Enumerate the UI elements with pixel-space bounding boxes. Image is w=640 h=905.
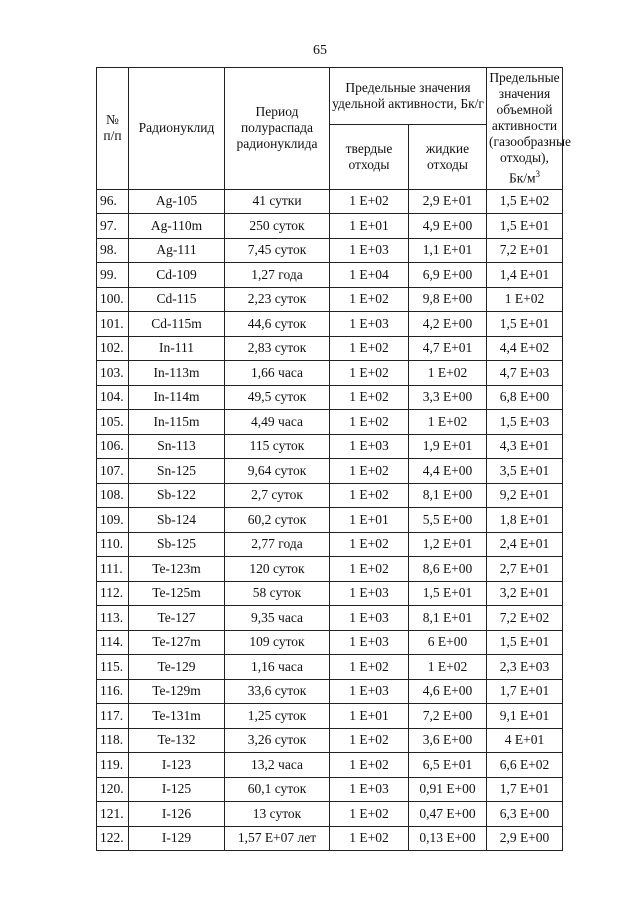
cell-nuclide: Ag-105 [129, 189, 225, 214]
cell-solid: 1 E+02 [330, 532, 409, 557]
table-row [97, 189, 563, 214]
cell-nuclide: In-115m [129, 410, 225, 435]
cell-nuclide: I-129 [129, 826, 225, 851]
cell-num: 110. [97, 532, 129, 557]
cell-solid: 1 E+02 [330, 189, 409, 214]
cell-liquid: 4,4 E+00 [409, 459, 487, 484]
table-row [97, 434, 563, 459]
page-number: 65 [313, 43, 327, 58]
cell-liquid: 4,7 E+01 [409, 336, 487, 361]
cell-half-life: 2,83 суток [225, 336, 330, 361]
cell-gas: 1,5 E+01 [487, 630, 563, 655]
cell-nuclide: In-113m [129, 361, 225, 386]
cell-nuclide: Sb-122 [129, 483, 225, 508]
cell-num: 98. [97, 238, 129, 263]
cell-gas: 1,7 E+01 [487, 777, 563, 802]
cell-half-life: 9,64 суток [225, 459, 330, 484]
table-body [97, 189, 563, 851]
cell-num: 115. [97, 655, 129, 680]
cell-solid: 1 E+02 [330, 753, 409, 778]
cell-half-life: 1,25 суток [225, 704, 330, 729]
cell-gas: 2,3 E+03 [487, 655, 563, 680]
cell-num: 100. [97, 287, 129, 312]
cell-liquid: 9,8 E+00 [409, 287, 487, 312]
cell-solid: 1 E+03 [330, 581, 409, 606]
cell-nuclide: I-126 [129, 802, 225, 827]
cell-liquid: 1,9 E+01 [409, 434, 487, 459]
table-row [97, 459, 563, 484]
cell-num: 96. [97, 189, 129, 214]
cell-gas: 4,4 E+02 [487, 336, 563, 361]
cell-half-life: 115 суток [225, 434, 330, 459]
cell-half-life: 2,77 года [225, 532, 330, 557]
table-row [97, 214, 563, 239]
cell-num: 118. [97, 728, 129, 753]
header-solid: твердые отходы [330, 125, 409, 189]
cell-solid: 1 E+02 [330, 385, 409, 410]
cell-half-life: 60,2 суток [225, 508, 330, 533]
cell-gas: 4,7 E+03 [487, 361, 563, 386]
cell-half-life: 44,6 суток [225, 312, 330, 337]
cell-gas: 2,9 E+00 [487, 826, 563, 851]
cell-half-life: 7,45 суток [225, 238, 330, 263]
cell-solid: 1 E+02 [330, 655, 409, 680]
cell-gas: 1,8 E+01 [487, 508, 563, 533]
cell-half-life: 2,23 суток [225, 287, 330, 312]
table-row [97, 410, 563, 435]
cell-gas: 1,5 E+01 [487, 312, 563, 337]
cell-half-life: 1,57 E+07 лет [225, 826, 330, 851]
cell-gas: 7,2 E+01 [487, 238, 563, 263]
cell-half-life: 1,27 года [225, 263, 330, 288]
cell-num: 104. [97, 385, 129, 410]
cell-half-life: 49,5 суток [225, 385, 330, 410]
cell-num: 119. [97, 753, 129, 778]
cell-num: 112. [97, 581, 129, 606]
cell-liquid: 7,2 E+00 [409, 704, 487, 729]
cell-gas: 4,3 E+01 [487, 434, 563, 459]
cell-half-life: 1,66 часа [225, 361, 330, 386]
header-volume-activity-main: Предельные значения объемной активности (газообразные отходы), [489, 70, 572, 165]
cell-liquid: 1 E+02 [409, 361, 487, 386]
cell-liquid: 6,5 E+01 [409, 753, 487, 778]
table-row [97, 753, 563, 778]
cell-liquid: 1 E+02 [409, 655, 487, 680]
cell-liquid: 1 E+02 [409, 410, 487, 435]
table-row [97, 679, 563, 704]
cell-solid: 1 E+03 [330, 630, 409, 655]
cell-liquid: 1,1 E+01 [409, 238, 487, 263]
cell-num: 103. [97, 361, 129, 386]
cell-nuclide: In-111 [129, 336, 225, 361]
table-row [97, 655, 563, 680]
cell-liquid: 1,5 E+01 [409, 581, 487, 606]
cell-gas: 2,7 E+01 [487, 557, 563, 582]
table-row [97, 483, 563, 508]
cell-liquid: 8,6 E+00 [409, 557, 487, 582]
cell-nuclide: Cd-109 [129, 263, 225, 288]
cell-half-life: 250 суток [225, 214, 330, 239]
cell-nuclide: Sb-125 [129, 532, 225, 557]
cell-half-life: 58 суток [225, 581, 330, 606]
cell-gas: 9,2 E+01 [487, 483, 563, 508]
cell-gas: 1,7 E+01 [487, 679, 563, 704]
cell-solid: 1 E+02 [330, 459, 409, 484]
cell-num: 113. [97, 606, 129, 631]
cell-solid: 1 E+04 [330, 263, 409, 288]
cell-solid: 1 E+01 [330, 704, 409, 729]
table-row [97, 385, 563, 410]
cell-half-life: 13 суток [225, 802, 330, 827]
cell-half-life: 109 суток [225, 630, 330, 655]
table-row [97, 287, 563, 312]
table-row [97, 532, 563, 557]
cell-gas: 1,4 E+01 [487, 263, 563, 288]
cell-solid: 1 E+03 [330, 238, 409, 263]
cell-nuclide: I-123 [129, 753, 225, 778]
table-row [97, 361, 563, 386]
header-volume-activity-unit: Бк/м [508, 170, 536, 186]
table-row [97, 704, 563, 729]
cell-nuclide: Sn-125 [129, 459, 225, 484]
table-row [97, 508, 563, 533]
cell-nuclide: Ag-111 [129, 238, 225, 263]
header-half-life: Период полураспада радионуклида [225, 68, 330, 190]
cell-liquid: 8,1 E+00 [409, 483, 487, 508]
cell-num: 106. [97, 434, 129, 459]
cell-solid: 1 E+02 [330, 361, 409, 386]
cell-gas: 7,2 E+02 [487, 606, 563, 631]
cell-nuclide: In-114m [129, 385, 225, 410]
cell-half-life: 4,49 часа [225, 410, 330, 435]
cell-num: 105. [97, 410, 129, 435]
cell-num: 102. [97, 336, 129, 361]
cell-liquid: 6 E+00 [409, 630, 487, 655]
cell-nuclide: Te-125m [129, 581, 225, 606]
cell-nuclide: Te-127 [129, 606, 225, 631]
cell-num: 101. [97, 312, 129, 337]
cell-nuclide: Te-123m [129, 557, 225, 582]
cell-solid: 1 E+02 [330, 802, 409, 827]
cell-nuclide: Cd-115m [129, 312, 225, 337]
cell-nuclide: Te-127m [129, 630, 225, 655]
cell-solid: 1 E+02 [330, 336, 409, 361]
cell-gas: 1 E+02 [487, 287, 563, 312]
cell-nuclide: Te-129 [129, 655, 225, 680]
header-num: № п/п [97, 68, 129, 190]
cell-half-life: 33,6 суток [225, 679, 330, 704]
cell-num: 114. [97, 630, 129, 655]
cell-num: 111. [97, 557, 129, 582]
cell-half-life: 9,35 часа [225, 606, 330, 631]
table-row [97, 728, 563, 753]
cell-num: 99. [97, 263, 129, 288]
cell-liquid: 0,47 E+00 [409, 802, 487, 827]
table-row [97, 777, 563, 802]
cell-gas: 3,5 E+01 [487, 459, 563, 484]
cell-liquid: 1,2 E+01 [409, 532, 487, 557]
cell-solid: 1 E+03 [330, 312, 409, 337]
cell-solid: 1 E+03 [330, 434, 409, 459]
cell-liquid: 4,6 E+00 [409, 679, 487, 704]
cell-nuclide: Sb-124 [129, 508, 225, 533]
cell-gas: 2,4 E+01 [487, 532, 563, 557]
cell-num: 121. [97, 802, 129, 827]
cell-liquid: 8,1 E+01 [409, 606, 487, 631]
table-row [97, 802, 563, 827]
table-header [97, 68, 572, 190]
cell-solid: 1 E+02 [330, 557, 409, 582]
table-row [97, 630, 563, 655]
cell-gas: 3,2 E+01 [487, 581, 563, 606]
cell-half-life: 13,2 часа [225, 753, 330, 778]
cell-half-life: 60,1 суток [225, 777, 330, 802]
cell-half-life: 2,7 суток [225, 483, 330, 508]
header-liquid: жидкие отходы [409, 125, 487, 189]
cell-nuclide: Te-131m [129, 704, 225, 729]
table-row [97, 238, 563, 263]
cell-solid: 1 E+03 [330, 679, 409, 704]
table-row [97, 312, 563, 337]
cell-nuclide: I-125 [129, 777, 225, 802]
cell-solid: 1 E+03 [330, 777, 409, 802]
cell-solid: 1 E+02 [330, 826, 409, 851]
cell-liquid: 5,5 E+00 [409, 508, 487, 533]
cell-gas: 4 E+01 [487, 728, 563, 753]
cell-solid: 1 E+01 [330, 214, 409, 239]
cell-nuclide: Te-129m [129, 679, 225, 704]
cell-num: 120. [97, 777, 129, 802]
header-volume-activity [487, 68, 572, 190]
cell-nuclide: Cd-115 [129, 287, 225, 312]
cell-nuclide: Sn-113 [129, 434, 225, 459]
cell-liquid: 0,13 E+00 [409, 826, 487, 851]
cell-num: 117. [97, 704, 129, 729]
cell-gas: 9,1 E+01 [487, 704, 563, 729]
table-row [97, 581, 563, 606]
cell-half-life: 3,26 суток [225, 728, 330, 753]
cell-gas: 6,3 E+00 [487, 802, 563, 827]
table-row [97, 336, 563, 361]
cell-gas: 6,6 E+02 [487, 753, 563, 778]
cell-solid: 1 E+02 [330, 728, 409, 753]
cell-num: 108. [97, 483, 129, 508]
cell-num: 122. [97, 826, 129, 851]
table-row [97, 826, 563, 851]
cell-liquid: 3,6 E+00 [409, 728, 487, 753]
cell-solid: 1 E+03 [330, 606, 409, 631]
cell-gas: 1,5 E+03 [487, 410, 563, 435]
header-specific-activity: Предельные значения удельной активности, Бк/г [330, 68, 487, 125]
header-volume-activity-sup: 3 [535, 169, 541, 179]
cell-solid: 1 E+02 [330, 410, 409, 435]
cell-solid: 1 E+02 [330, 483, 409, 508]
cell-nuclide: Ag-110m [129, 214, 225, 239]
table-row [97, 606, 563, 631]
cell-gas: 1,5 E+01 [487, 214, 563, 239]
cell-nuclide: Te-132 [129, 728, 225, 753]
cell-num: 97. [97, 214, 129, 239]
cell-num: 107. [97, 459, 129, 484]
header-nuclide: Радионуклид [129, 68, 225, 190]
cell-gas: 1,5 E+02 [487, 189, 563, 214]
cell-gas: 6,8 E+00 [487, 385, 563, 410]
cell-liquid: 4,2 E+00 [409, 312, 487, 337]
cell-half-life: 1,16 часа [225, 655, 330, 680]
radionuclide-table [96, 67, 572, 851]
cell-half-life: 41 сутки [225, 189, 330, 214]
cell-liquid: 0,91 E+00 [409, 777, 487, 802]
cell-half-life: 120 суток [225, 557, 330, 582]
cell-liquid: 3,3 E+00 [409, 385, 487, 410]
cell-liquid: 4,9 E+00 [409, 214, 487, 239]
cell-liquid: 2,9 E+01 [409, 189, 487, 214]
cell-solid: 1 E+02 [330, 287, 409, 312]
cell-liquid: 6,9 E+00 [409, 263, 487, 288]
table-row [97, 263, 563, 288]
cell-num: 109. [97, 508, 129, 533]
cell-solid: 1 E+01 [330, 508, 409, 533]
cell-num: 116. [97, 679, 129, 704]
table-row [97, 557, 563, 582]
